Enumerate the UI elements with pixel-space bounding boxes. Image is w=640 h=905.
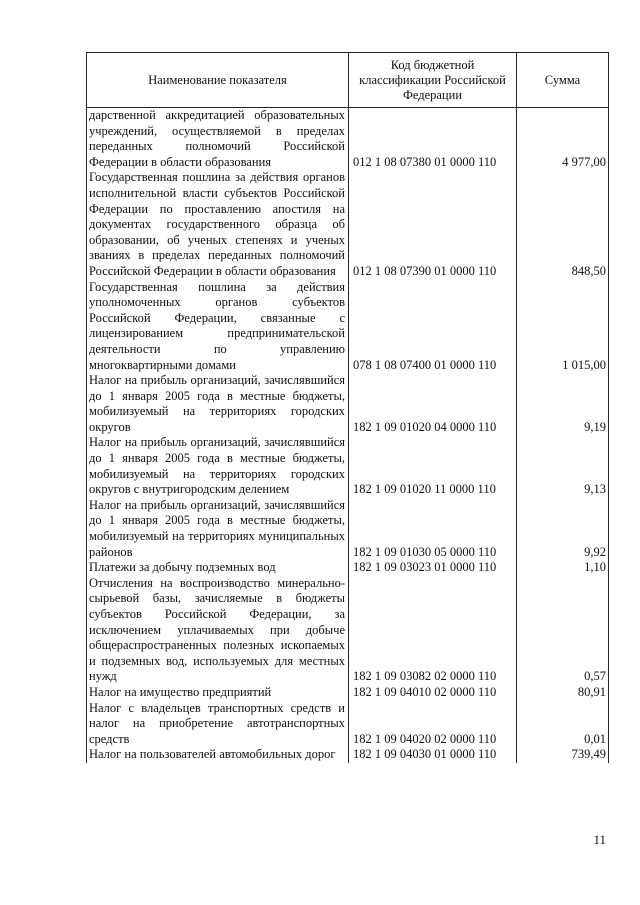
row-sum-cell: 739,49 <box>517 747 609 763</box>
row-sum-cell: 848,50 <box>517 170 609 279</box>
table-row <box>87 435 609 497</box>
table-row <box>87 701 609 748</box>
table-row <box>87 576 609 685</box>
row-name-cell: Налог на прибыль организаций, зачислявшийся до 1 января 2005 года в местные бюджеты, мобилизуемый на территориях городских округов <box>87 373 349 435</box>
row-code-cell: 078 1 08 07400 01 0000 110 <box>349 280 517 374</box>
table-row <box>87 170 609 279</box>
row-code-cell: 182 1 09 01020 11 0000 110 <box>349 435 517 497</box>
row-name-cell: Налог с владельцев транспортных средств и налог на приобретение автотранспортных средств <box>87 701 349 748</box>
row-code-cell: 012 1 08 07390 01 0000 110 <box>349 170 517 279</box>
table-row <box>87 498 609 560</box>
row-name-cell: Отчисления на воспроизводство минерально-сырьевой базы, зачисляемые в бюджеты субъектов Российской Федерации, за исключением уплачиваемых при добыче общераспространенных полезных ископаемых и подземных вод, используемых для местных нужд <box>87 576 349 685</box>
row-name-cell: Платежи за добычу подземных вод <box>87 560 349 576</box>
row-code-cell: 182 1 09 04010 02 0000 110 <box>349 685 517 701</box>
row-name-cell: дарственной аккредитацией образовательных учреждений, осуществляемой в пределах переданных полномочий Российской Федерации в области образования <box>87 108 349 171</box>
row-name-cell: Налог на прибыль организаций, зачислявшийся до 1 января 2005 года в местные бюджеты, мобилизуемый на территориях городских округов с внутригородским делением <box>87 435 349 497</box>
table-header-row <box>87 53 609 108</box>
table-row <box>87 108 609 171</box>
table-row <box>87 280 609 374</box>
row-sum-cell: 9,19 <box>517 373 609 435</box>
row-sum-cell: 9,92 <box>517 498 609 560</box>
row-sum-cell: 80,91 <box>517 685 609 701</box>
row-code-cell: 182 1 09 01030 05 0000 110 <box>349 498 517 560</box>
budget-table <box>86 52 609 763</box>
row-sum-cell: 1 015,00 <box>517 280 609 374</box>
header-code: Код бюджетной классификации Российской Федерации <box>349 53 517 108</box>
row-name-cell: Налог на пользователей автомобильных дорог <box>87 747 349 763</box>
row-code-cell: 182 1 09 03082 02 0000 110 <box>349 576 517 685</box>
row-sum-cell: 4 977,00 <box>517 108 609 171</box>
document-page <box>86 52 608 763</box>
table-row <box>87 747 609 763</box>
row-code-cell: 182 1 09 03023 01 0000 110 <box>349 560 517 576</box>
header-sum: Сумма <box>517 53 609 108</box>
row-sum-cell: 0,01 <box>517 701 609 748</box>
row-code-cell: 182 1 09 04030 01 0000 110 <box>349 747 517 763</box>
header-name: Наименование показателя <box>87 53 349 108</box>
row-sum-cell: 9,13 <box>517 435 609 497</box>
table-row <box>87 560 609 576</box>
row-name-cell: Налог на имущество предприятий <box>87 685 349 701</box>
table-row <box>87 685 609 701</box>
row-name-cell: Государственная пошлина за действия уполномоченных органов субъектов Российской Федерации, связанные с лицензированием предпринимательской деятельности по управлению многоквартирными домами <box>87 280 349 374</box>
row-sum-cell: 1,10 <box>517 560 609 576</box>
table-row <box>87 373 609 435</box>
row-name-cell: Государственная пошлина за действия органов исполнительной власти субъектов Российской Федерации по проставлению апостиля на документах государственного образца об образовании, об ученых степенях и ученых званиях в пределах переданных полномочий Российской Федерации в области образования <box>87 170 349 279</box>
table-body <box>87 108 609 763</box>
row-code-cell: 182 1 09 04020 02 0000 110 <box>349 701 517 748</box>
row-sum-cell: 0,57 <box>517 576 609 685</box>
page-number: 11 <box>593 832 606 847</box>
row-code-cell: 012 1 08 07380 01 0000 110 <box>349 108 517 171</box>
row-name-cell: Налог на прибыль организаций, зачислявшийся до 1 января 2005 года в местные бюджеты, мобилизуемый на территориях муниципальных районов <box>87 498 349 560</box>
row-code-cell: 182 1 09 01020 04 0000 110 <box>349 373 517 435</box>
